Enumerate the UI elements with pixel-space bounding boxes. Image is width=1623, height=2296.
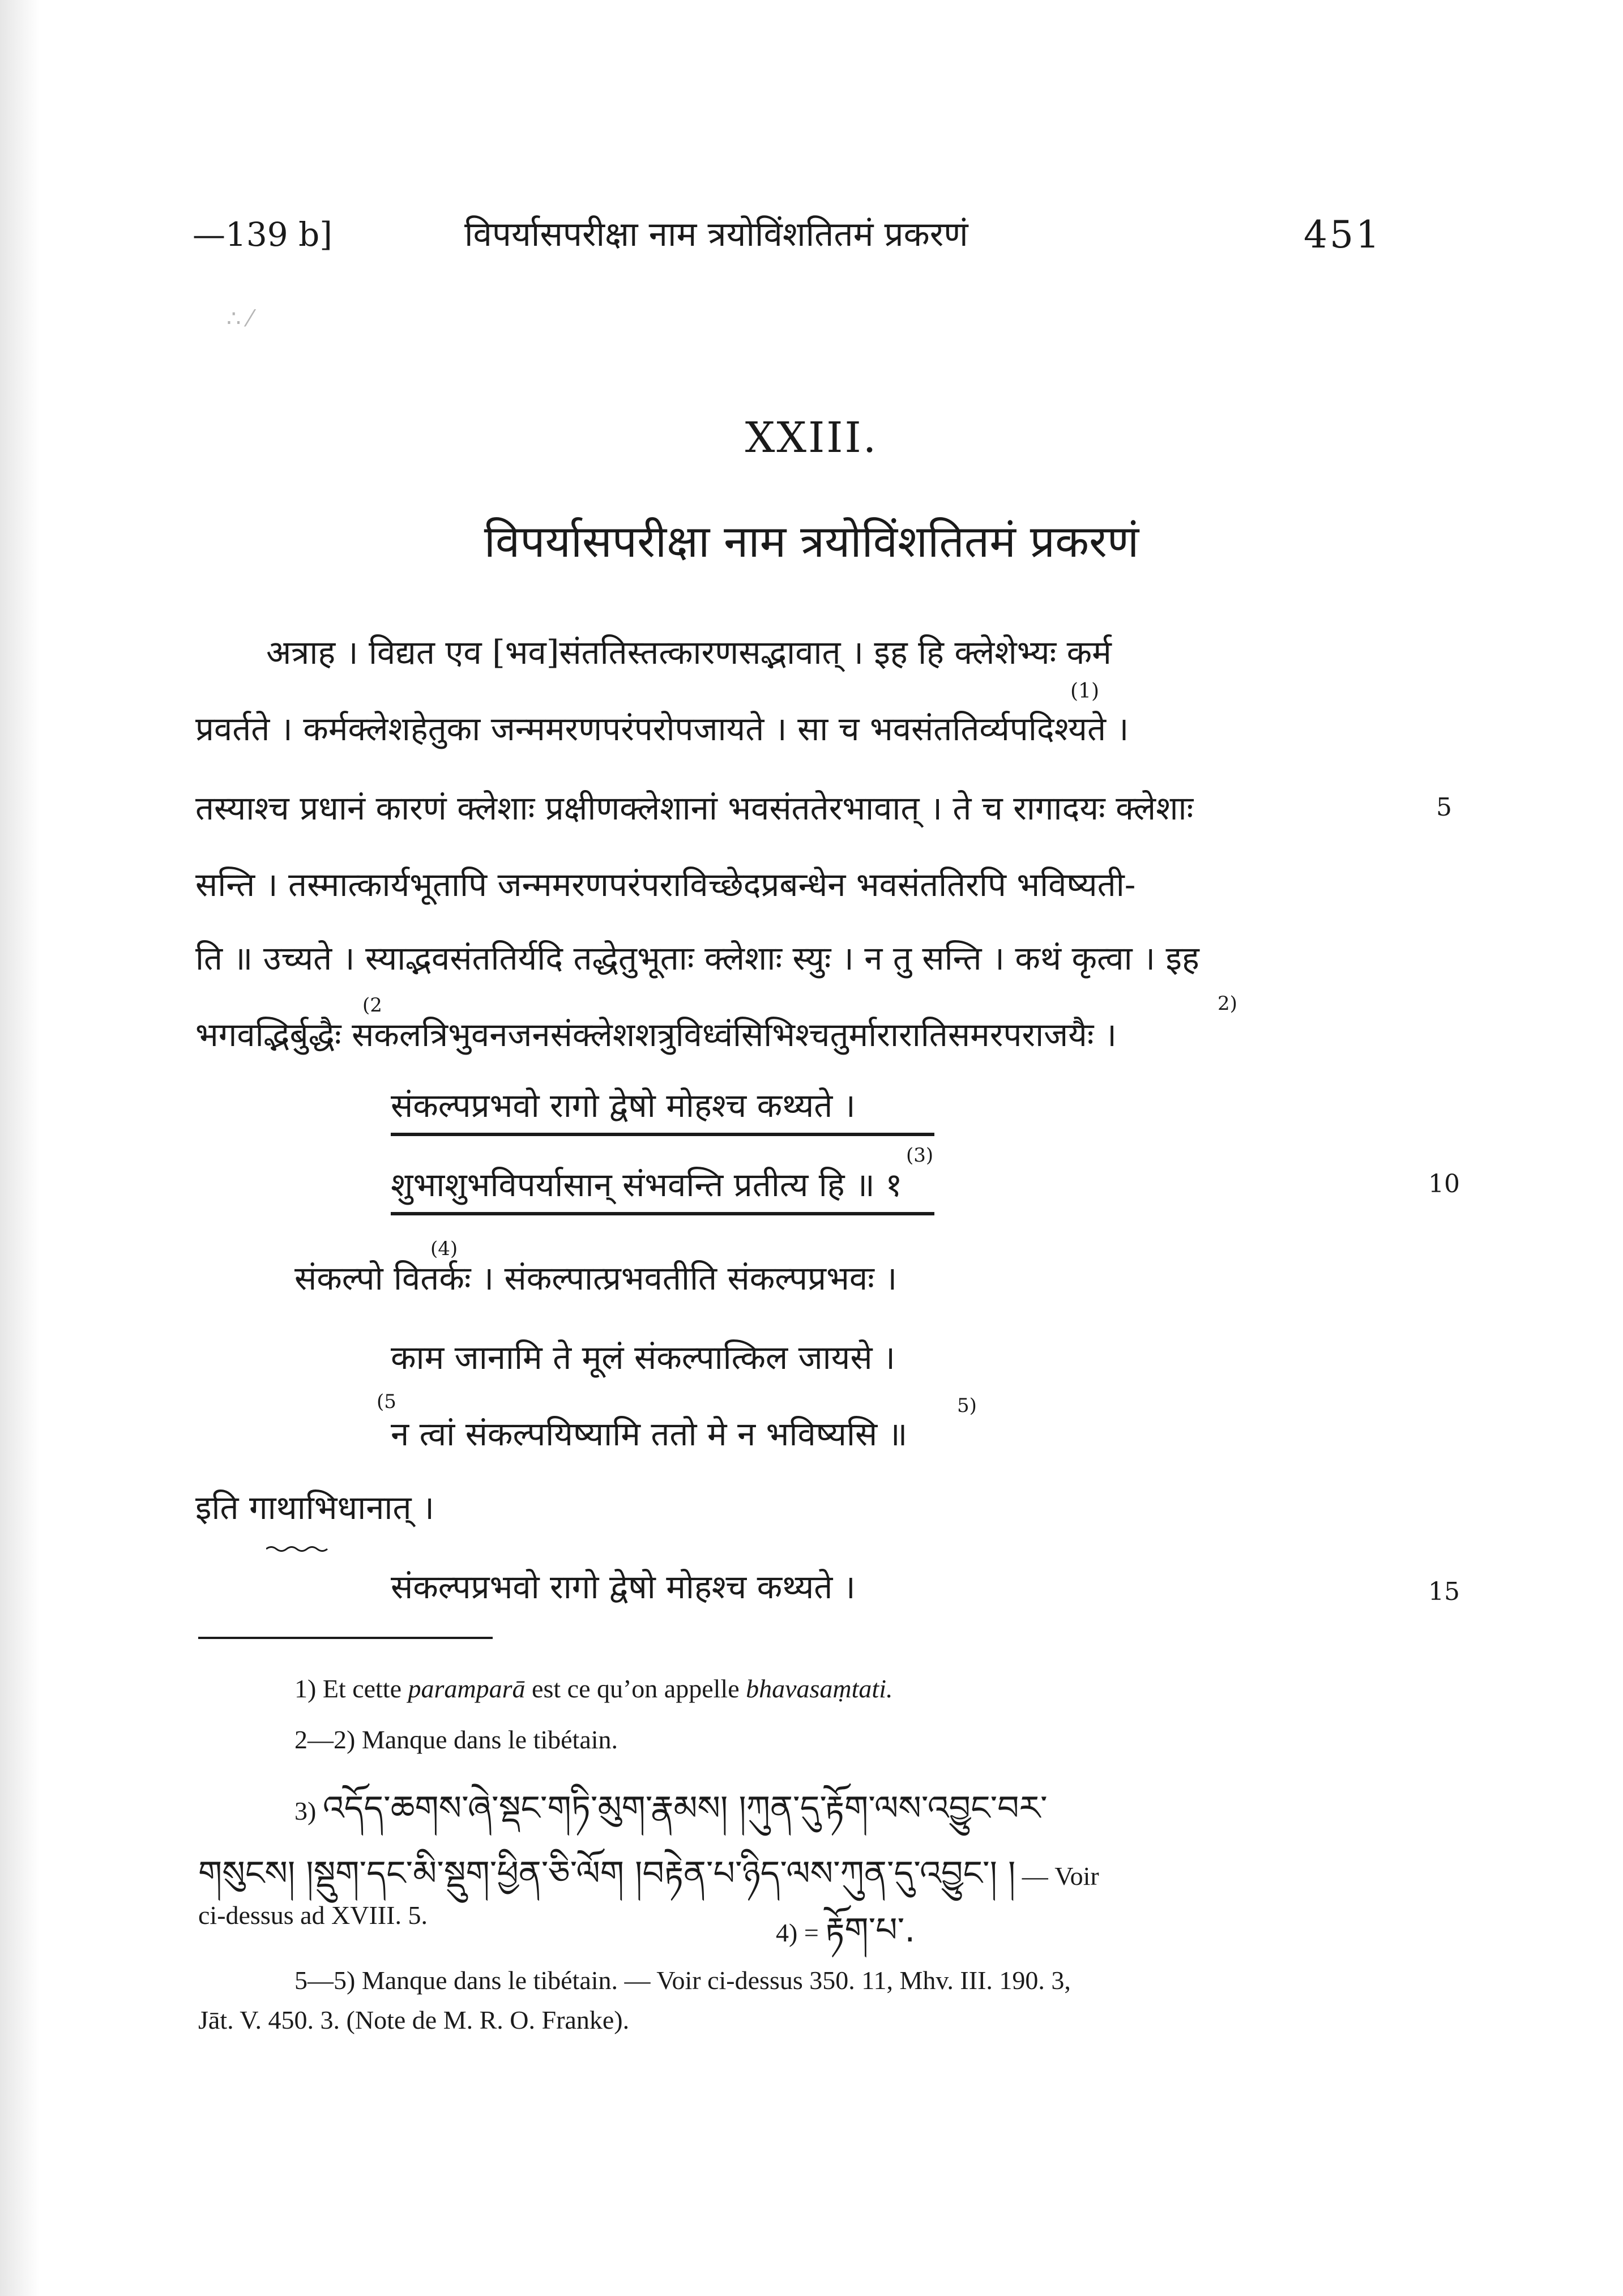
footnote-label: 3) (294, 1796, 317, 1825)
verse-underline (391, 1133, 934, 1136)
tibetan-text: འདོད་ཆགས་ཞེ་སྡང་གཏི་མུག་རྣམས། །ཀུན་དུ་རྟོག་ལས་འབྱུང་བར་ (322, 1789, 1048, 1828)
text-line: सन्ति । तस्मात्कार्यभूतापि जन्ममरणपरंपराविच्छेदप्रबन्धेन भवसंततिरपि भविष्यती- (195, 865, 1136, 904)
print-smudge: ∴ ⁄ (227, 306, 252, 332)
running-head (193, 210, 1382, 261)
chapter-number: XXIII. (745, 413, 878, 462)
note-marker: (2 (362, 994, 382, 1017)
chapter-title: विपर्यासपरीक्षा नाम त्रयोविंशतितमं प्रकरणं (484, 517, 1139, 567)
verse-line: न त्वां संकल्पयिष्यामि ततो मे न भविष्यसि ॥ (391, 1415, 908, 1453)
footnote-1 (294, 1674, 893, 1704)
note-marker: (4) (430, 1237, 458, 1260)
page-number: 451 (1304, 213, 1382, 257)
verse-line: काम जानामि ते मूलं संकल्पात्किल जायसे । (391, 1338, 895, 1377)
footnote-text: 1) Et cette (294, 1674, 408, 1703)
wavy-underline (266, 1545, 328, 1553)
footnote-term: paramparā (408, 1674, 526, 1703)
gutter-shadow (0, 0, 40, 2296)
text-line: प्रवर्तते । कर्मक्लेशहेतुका जन्ममरणपरंपरोपजायते । सा च भवसंततिर्व्यपदिश्यते । (195, 710, 1129, 748)
text-line: ति ॥ उच्यते । स्याद्भवसंततिर्यदि तद्धेतुभूताः क्लेशाः स्युः । न तु सन्ति । कथं कृत्वा । इह (195, 939, 1199, 978)
running-head-title: विपर्यासपरीक्षा नाम त्रयोविंशतितमं प्रकरणं (464, 215, 968, 254)
line-number: 5 (1436, 793, 1452, 822)
line-number: 10 (1428, 1170, 1460, 1198)
footnote-5-cont: Jāt. V. 450. 3. (Note de M. R. O. Franke). (198, 2005, 630, 2034)
verse-underline (391, 1212, 934, 1215)
footnote-3-ref: ci-dessus ad XVIII. 5. (198, 1901, 428, 1930)
note-marker: (1) (1070, 680, 1099, 703)
text-line: संकल्पो वितर्कः । संकल्पात्प्रभवतीति संकल्पप्रभवः । (294, 1259, 898, 1298)
running-head-ref: —139 b] (193, 215, 332, 254)
footnote-text: est ce qu’on appelle (525, 1674, 746, 1703)
text-line: इति गाथाभिधानात् । (195, 1488, 434, 1527)
footnote-text: — Voir (1022, 1862, 1099, 1890)
note-marker: (3) (906, 1144, 934, 1167)
footnote-term: bhavasaṃtati. (746, 1674, 893, 1703)
verse-line: संकल्पप्रभवो रागो द्वेषो मोहश्च कथ्यते । (391, 1568, 856, 1606)
footnote-label: 4) = (776, 1918, 826, 1947)
note-marker: 2) (1218, 992, 1237, 1015)
tibetan-text: རྟོག་པ་. (825, 1910, 916, 1950)
verse-line: शुभाशुभविपर्यासान् संभवन्ति प्रतीत्य हि ॥ १ (391, 1166, 903, 1204)
footnote-rule (198, 1637, 493, 1639)
note-marker: (5 (377, 1390, 396, 1413)
note-marker: 5) (957, 1394, 977, 1417)
footnote-5: 5—5) Manque dans le tibétain. — Voir ci-dessus 350. 11, Mhv. III. 190. 3, (294, 1966, 1071, 1995)
footnote-2: 2—2) Manque dans le tibétain. (294, 1725, 618, 1754)
tibetan-text: གསུངས། །སྡུག་དང་མི་སྡུག་ཕྱིན་ཅི་ལོག །བརྟེན་པ་ཉིད་ལས་ཀུན་དུ་འབྱུང་། ། (198, 1854, 1016, 1893)
text-line: भगवद्भिर्बुद्धैः सकलत्रिभुवनजनसंक्लेशशत्रुविध्वंसिभिश्चतुर्मारारातिसमरपराजयैः । (195, 1015, 1117, 1054)
verse-line: संकल्पप्रभवो रागो द्वेषो मोहश्च कथ्यते । (391, 1086, 856, 1125)
line-number: 15 (1428, 1577, 1460, 1606)
text-line: तस्याश्च प्रधानं कारणं क्लेशाः प्रक्षीणक्लेशानां भवसंततेरभावात् । ते च रागादयः क्लेशाः (195, 789, 1194, 827)
text-line: अत्राह । विद्यत एव [भव]संततिस्तत्कारणसद्भावात् । इह हि क्लेशेभ्यः कर्म (266, 633, 1112, 672)
